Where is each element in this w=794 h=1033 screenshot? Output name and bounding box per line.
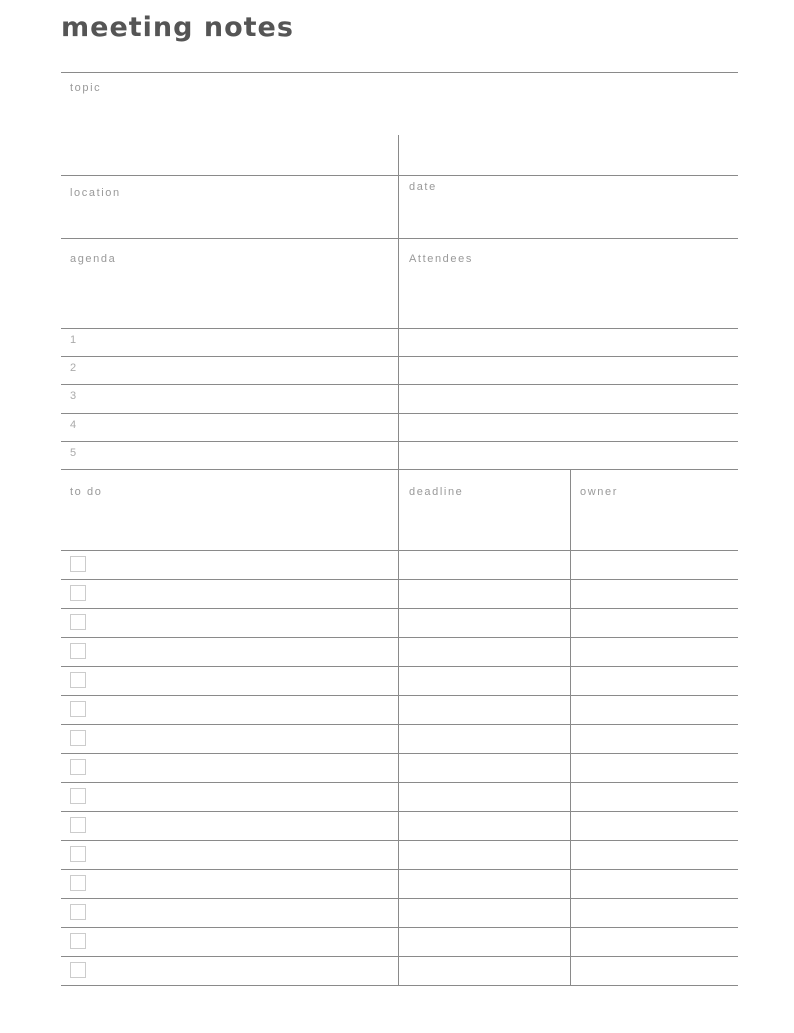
deadline-field[interactable] xyxy=(401,871,569,896)
divider-top xyxy=(61,72,738,73)
agenda-item-field[interactable] xyxy=(78,330,396,354)
owner-field[interactable] xyxy=(573,552,737,577)
todo-item-field[interactable] xyxy=(92,726,396,751)
owner-field[interactable] xyxy=(573,697,737,722)
todo-row-divider xyxy=(61,840,738,841)
todo-item-field[interactable] xyxy=(92,871,396,896)
todo-item-field[interactable] xyxy=(92,813,396,838)
agenda-number: 4 xyxy=(70,418,77,431)
owner-field[interactable] xyxy=(573,813,737,838)
agenda-item-field[interactable] xyxy=(78,386,396,410)
divider-location-bottom xyxy=(61,238,738,239)
todo-row-divider xyxy=(61,695,738,696)
todo-row-divider xyxy=(61,898,738,899)
owner-field[interactable] xyxy=(573,900,737,925)
divider-agenda-top xyxy=(61,328,738,329)
attendee-field[interactable] xyxy=(401,330,737,354)
attendee-field[interactable] xyxy=(401,386,737,410)
todo-checkbox[interactable] xyxy=(70,643,86,659)
owner-field[interactable] xyxy=(573,755,737,780)
owner-field[interactable] xyxy=(573,581,737,606)
agenda-row-divider xyxy=(61,356,738,357)
todo-row-divider xyxy=(61,956,738,957)
todo-item-field[interactable] xyxy=(92,639,396,664)
owner-field[interactable] xyxy=(573,726,737,751)
deadline-field[interactable] xyxy=(401,842,569,867)
attendees-label: Attendees xyxy=(409,253,473,265)
owner-field[interactable] xyxy=(573,958,737,983)
agenda-item-field[interactable] xyxy=(78,415,396,439)
todo-item-field[interactable] xyxy=(92,755,396,780)
deadline-field[interactable] xyxy=(401,668,569,693)
todo-item-field[interactable] xyxy=(92,842,396,867)
todo-row-divider xyxy=(61,608,738,609)
deadline-field[interactable] xyxy=(401,755,569,780)
attendee-field[interactable] xyxy=(401,415,737,439)
agenda-number: 2 xyxy=(70,362,77,375)
owner-field[interactable] xyxy=(573,842,737,867)
todo-item-field[interactable] xyxy=(92,900,396,925)
owner-label: owner xyxy=(580,486,618,498)
deadline-field[interactable] xyxy=(401,726,569,751)
todo-item-field[interactable] xyxy=(92,668,396,693)
agenda-item-field[interactable] xyxy=(78,358,396,382)
agenda-label: agenda xyxy=(70,253,117,265)
todo-checkbox[interactable] xyxy=(70,730,86,746)
deadline-field[interactable] xyxy=(401,929,569,954)
todo-checkbox[interactable] xyxy=(70,585,86,601)
todo-checkbox[interactable] xyxy=(70,672,86,688)
owner-field[interactable] xyxy=(573,610,737,635)
owner-field[interactable] xyxy=(573,668,737,693)
agenda-item-field[interactable] xyxy=(78,443,396,467)
deadline-field[interactable] xyxy=(401,813,569,838)
todo-row-divider xyxy=(61,637,738,638)
deadline-label: deadline xyxy=(409,486,464,498)
todo-checkbox[interactable] xyxy=(70,875,86,891)
todo-row-divider xyxy=(61,927,738,928)
agenda-row-divider xyxy=(61,441,738,442)
divider-topic-bottom xyxy=(61,175,738,176)
owner-field[interactable] xyxy=(573,929,737,954)
agenda-column-divider xyxy=(398,328,399,469)
owner-field[interactable] xyxy=(573,639,737,664)
todo-checkbox[interactable] xyxy=(70,701,86,717)
todo-item-field[interactable] xyxy=(92,697,396,722)
todo-checkbox[interactable] xyxy=(70,759,86,775)
agenda-row-divider xyxy=(61,413,738,414)
todo-item-field[interactable] xyxy=(92,929,396,954)
todo-row-divider xyxy=(61,869,738,870)
divider-vertical-upper xyxy=(398,135,399,328)
todo-item-field[interactable] xyxy=(92,784,396,809)
deadline-field[interactable] xyxy=(401,958,569,983)
agenda-row-divider xyxy=(61,469,738,470)
location-field[interactable] xyxy=(61,177,398,237)
todo-row-divider xyxy=(61,579,738,580)
agenda-number: 1 xyxy=(70,334,77,346)
deadline-field[interactable] xyxy=(401,552,569,577)
agenda-number: 3 xyxy=(70,390,77,403)
attendee-field[interactable] xyxy=(401,443,737,467)
todo-item-field[interactable] xyxy=(92,581,396,606)
deadline-field[interactable] xyxy=(401,639,569,664)
location-label: location xyxy=(70,187,121,199)
todo-column-divider-left xyxy=(398,469,399,985)
todo-row-divider xyxy=(61,782,738,783)
deadline-field[interactable] xyxy=(401,900,569,925)
todo-checkbox[interactable] xyxy=(70,904,86,920)
page-title: meeting notes xyxy=(61,12,294,43)
topic-field[interactable] xyxy=(61,74,738,134)
deadline-field[interactable] xyxy=(401,784,569,809)
todo-checkbox[interactable] xyxy=(70,933,86,949)
date-label: date xyxy=(409,181,437,193)
todo-header-divider xyxy=(61,550,738,551)
todo-checkbox[interactable] xyxy=(70,817,86,833)
todo-label: to do xyxy=(70,486,103,498)
todo-checkbox[interactable] xyxy=(70,788,86,804)
owner-field[interactable] xyxy=(573,784,737,809)
topic-label: topic xyxy=(70,82,102,94)
deadline-field[interactable] xyxy=(401,581,569,606)
todo-checkbox[interactable] xyxy=(70,846,86,862)
owner-field[interactable] xyxy=(573,871,737,896)
deadline-field[interactable] xyxy=(401,610,569,635)
deadline-field[interactable] xyxy=(401,697,569,722)
date-field[interactable] xyxy=(400,177,738,237)
agenda-row-divider xyxy=(61,384,738,385)
todo-item-field[interactable] xyxy=(92,610,396,635)
todo-checkbox[interactable] xyxy=(70,556,86,572)
todo-column-divider-right xyxy=(570,469,571,985)
attendee-field[interactable] xyxy=(401,358,737,382)
todo-row-divider xyxy=(61,724,738,725)
todo-checkbox[interactable] xyxy=(70,614,86,630)
todo-item-field[interactable] xyxy=(92,958,396,983)
todo-row-divider xyxy=(61,811,738,812)
todo-row-divider xyxy=(61,753,738,754)
todo-item-field[interactable] xyxy=(92,552,396,577)
todo-row-divider xyxy=(61,985,738,986)
todo-row-divider xyxy=(61,666,738,667)
todo-checkbox[interactable] xyxy=(70,962,86,978)
agenda-number: 5 xyxy=(70,446,77,459)
